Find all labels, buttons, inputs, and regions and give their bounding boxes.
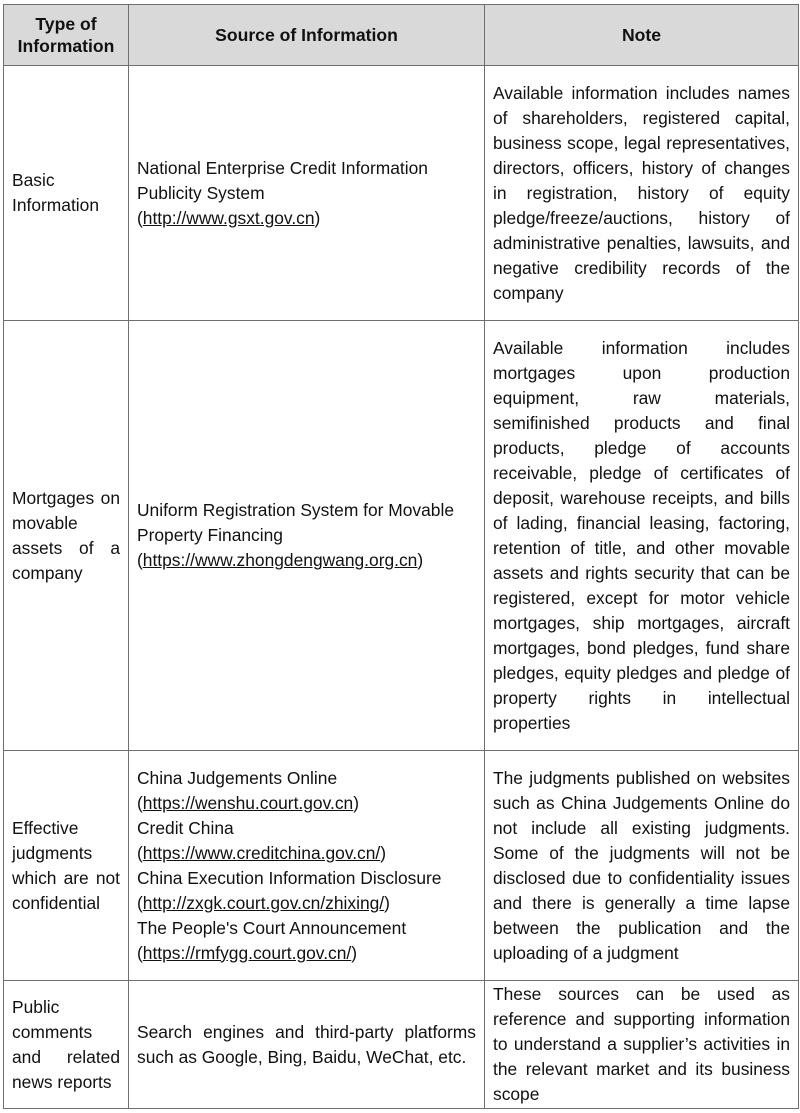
table-row-effective-judgments [4,751,799,981]
source-name: Uniform Registration System for Movable Property Financing [137,500,455,545]
source-link[interactable]: https://www.zhongdengwang.org.cn [142,550,418,570]
source-cell: Uniform Registration System for Movable Property Financing (https://www.zhongdengwang.org.cn) [129,321,485,751]
source-name: National Enterprise Credit Information Publicity System [137,157,428,203]
type-cell: Effective judgments which are not confidential [4,751,129,981]
source-name: The People's Court Announcement [137,917,407,938]
header-note: Note [485,5,799,66]
source-link[interactable]: https://www.creditchina.gov.cn/ [142,842,381,863]
source-cell: National Enterprise Credit Information Publicity System (http://www.gsxt.gov.cn) [129,66,485,321]
source-link[interactable]: http://www.gsxt.gov.cn [142,207,315,228]
header-source: Source of Information [129,5,485,66]
source-cell: China Judgements Online (https://wenshu.court.gov.cn) Credit China (https://www.creditchina.gov.cn/) China Execution Information Disclosure (http://zxgk.court.gov.cn/zhixing/) The People's Court Announcement (https://rmfygg.court.gov.cn/) [129,751,485,981]
note-cell: These sources can be used as reference and supporting information to understand a supplier’s activities in the relevant market and its business scope [485,981,799,1109]
source-name: China Execution Information Disclosure [137,867,442,888]
note-cell: The judgments published on websites such as China Judgements Online do not include all existing judgments. Some of the judgments will not be disclosed due to confidentiality issues and there is generally a time lapse between the publication and the uploading of a judgment [485,751,799,981]
source-name: China Judgements Online [137,767,338,788]
type-cell: Mortgages on movable assets of a company [4,321,129,751]
source-link[interactable]: https://wenshu.court.gov.cn [142,792,354,813]
information-sources-table [3,4,799,1109]
note-cell: Available information includes names of shareholders, registered capital, business scope, legal representatives, directors, officers, history of changes in registration, history of equity pledge/freeze/auctions, history of administrative penalties, lawsuits, and negative credibility records of the company [485,66,799,321]
table-body [4,66,799,1109]
source-cell: Search engines and third-party platforms such as Google, Bing, Baidu, WeChat, etc. [129,981,485,1109]
table-row-mortgages [4,321,799,751]
header-row [4,5,799,66]
source-link[interactable]: https://rmfygg.court.gov.cn/ [142,942,352,963]
type-cell: Basic Information [4,66,129,321]
header-type: Type of Information [4,5,129,66]
source-name: Credit China [137,817,234,838]
source-link[interactable]: http://zxgk.court.gov.cn/zhixing/ [142,892,385,913]
note-cell: Available information includes mortgages upon production equipment, raw materials, semifinished products and final products, pledge of accounts receivable, pledge of certificates of deposit, warehouse receipts, and bills of lading, financial leasing, factoring, retention of title, and other movable assets and rights security that can be registered, except for motor vehicle mortgages, ship mortgages, aircraft mortgages, bond pledges, fund share pledges, equity pledges and pledge of property rights in intellectual properties [485,321,799,751]
table-row-basic-information [4,66,799,321]
table-row-public-comments [4,981,799,1109]
table-header [4,5,799,66]
type-cell: Public comments and related news reports [4,981,129,1109]
